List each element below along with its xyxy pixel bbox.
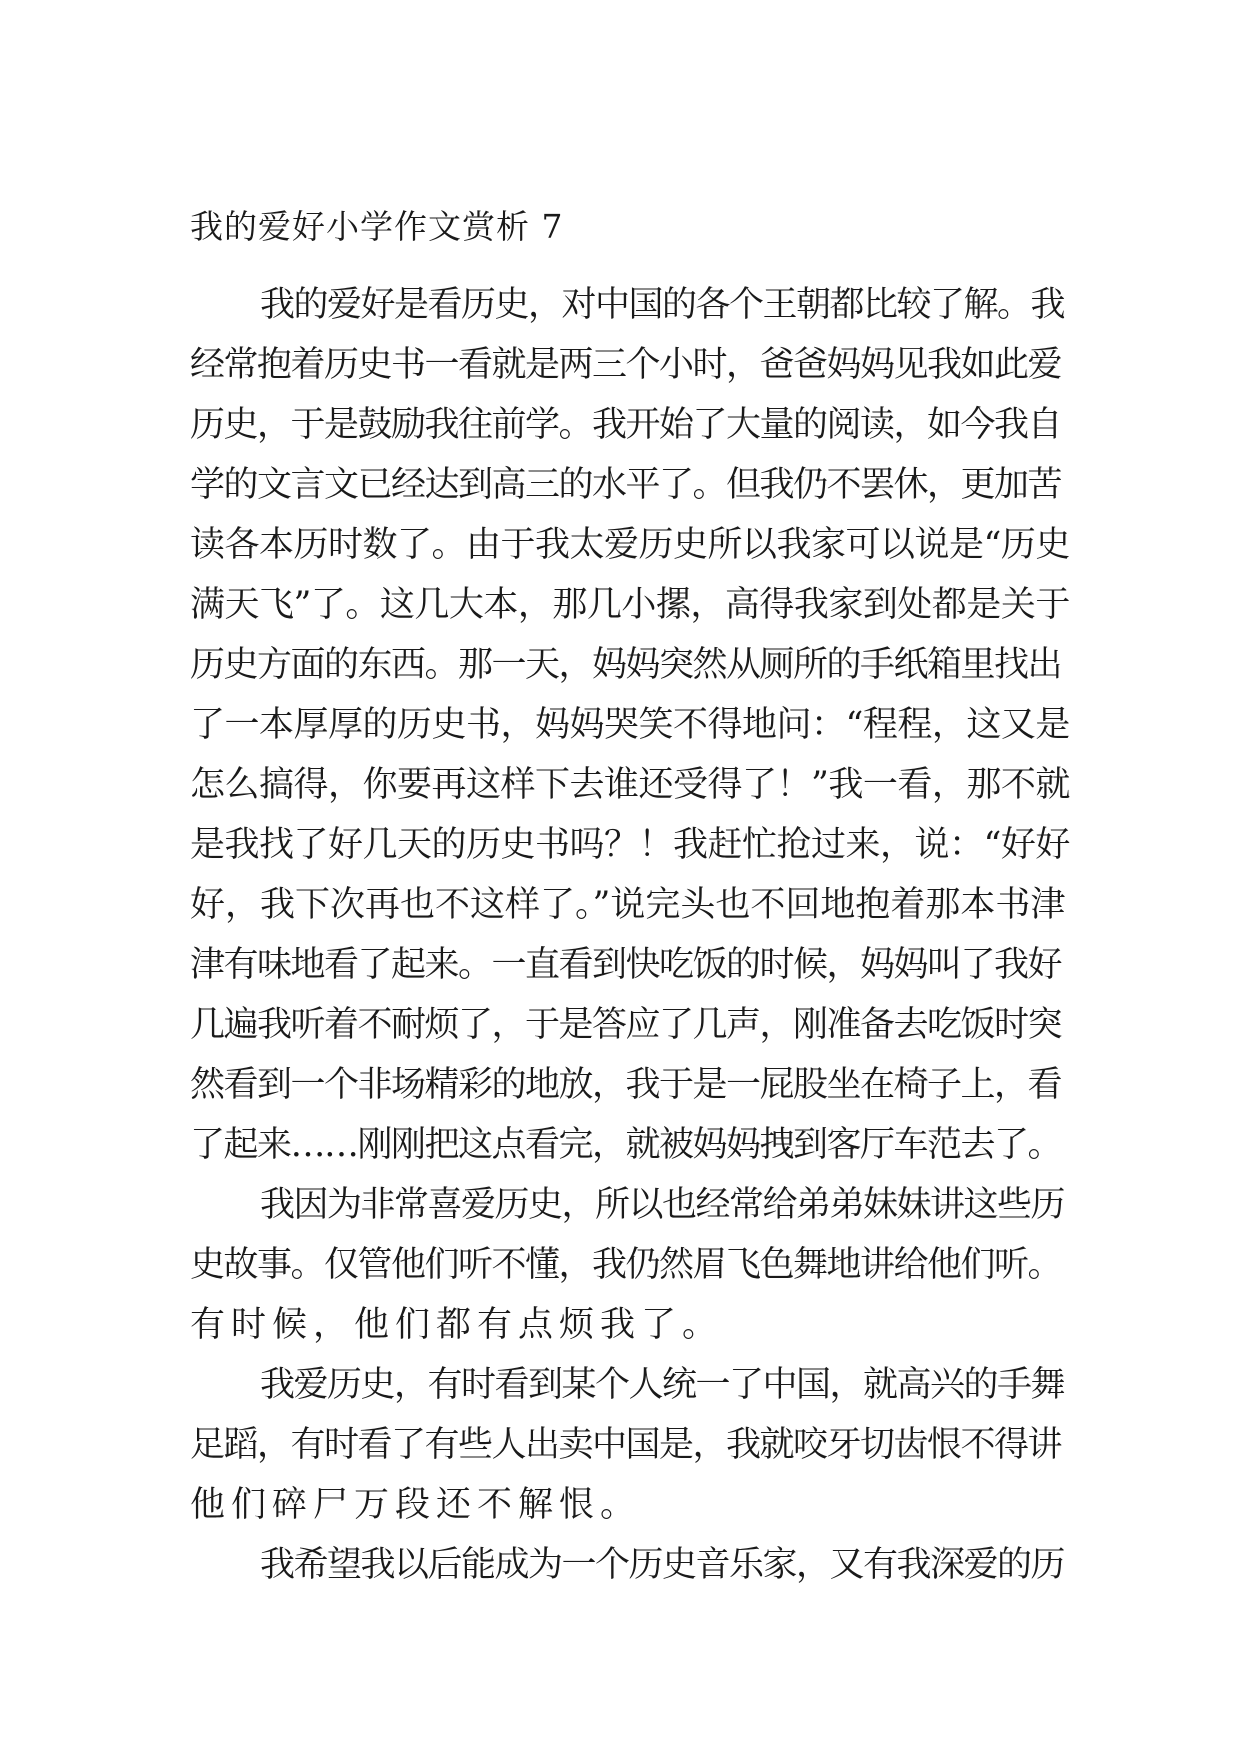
text-line: 了起来……刚刚把这点看完，就被妈妈拽到客厅车范去了。 bbox=[190, 1125, 1062, 1165]
text-line: 满天飞”了。这几大本，那几小摞，高得我家到处都是关于 bbox=[190, 585, 1070, 625]
text-line: 然看到一个非场精彩的地放，我于是一屁股坐在椅子上，看 bbox=[190, 1065, 1062, 1105]
text-line: 读各本历时数了。由于我太爱历史所以我家可以说是“历史 bbox=[190, 525, 1070, 565]
text-line: 我因为非常喜爱历史，所以也经常给弟弟妹妹讲这些历 bbox=[260, 1185, 1065, 1225]
text-line: 他们碎尸万段还不解恨。 bbox=[190, 1485, 642, 1525]
text-line: 怎么搞得，你要再这样下去谁还受得了！”我一看，那不就 bbox=[190, 765, 1070, 805]
text-line: 几遍我听着不耐烦了，于是答应了几声，刚准备去吃饭时突 bbox=[190, 1005, 1062, 1045]
text-line: 了一本厚厚的历史书，妈妈哭笑不得地问：“程程，这又是 bbox=[190, 705, 1070, 745]
text-line: 是我找了好几天的历史书吗？！我赶忙抢过来，说：“好好 bbox=[190, 825, 1070, 865]
text-line: 历史，于是鼓励我往前学。我开始了大量的阅读，如今我自 bbox=[190, 405, 1062, 445]
document-body bbox=[190, 275, 1070, 1595]
text-line: 历史方面的东西。那一天，妈妈突然从厕所的手纸箱里找出 bbox=[190, 645, 1062, 685]
text-line: 学的文言文已经达到高三的水平了。但我仍不罢休，更加苦 bbox=[190, 465, 1062, 505]
text-line: 我爱历史，有时看到某个人统一了中国，就高兴的手舞 bbox=[260, 1365, 1065, 1405]
text-line: 经常抱着历史书一看就是两三个小时，爸爸妈妈见我如此爱 bbox=[190, 345, 1062, 385]
text-line: 有时候，他们都有点烦我了。 bbox=[190, 1305, 724, 1345]
text-line: 足蹈，有时看了有些人出卖中国是，我就咬牙切齿恨不得讲 bbox=[190, 1425, 1062, 1465]
text-line: 我的爱好是看历史，对中国的各个王朝都比较了解。我 bbox=[260, 285, 1065, 325]
text-line: 津有味地看了起来。一直看到快吃饭的时候，妈妈叫了我好 bbox=[190, 945, 1062, 985]
text-line: 我希望我以后能成为一个历史音乐家，又有我深爱的历 bbox=[260, 1545, 1065, 1585]
text-line: 好，我下次再也不这样了。”说完头也不回地抱着那本书津 bbox=[190, 885, 1066, 925]
document-title: 我的爱好小学作文赏析 7 bbox=[190, 207, 564, 246]
text-line: 史故事。仅管他们听不懂，我仍然眉飞色舞地讲给他们听。 bbox=[190, 1245, 1062, 1285]
